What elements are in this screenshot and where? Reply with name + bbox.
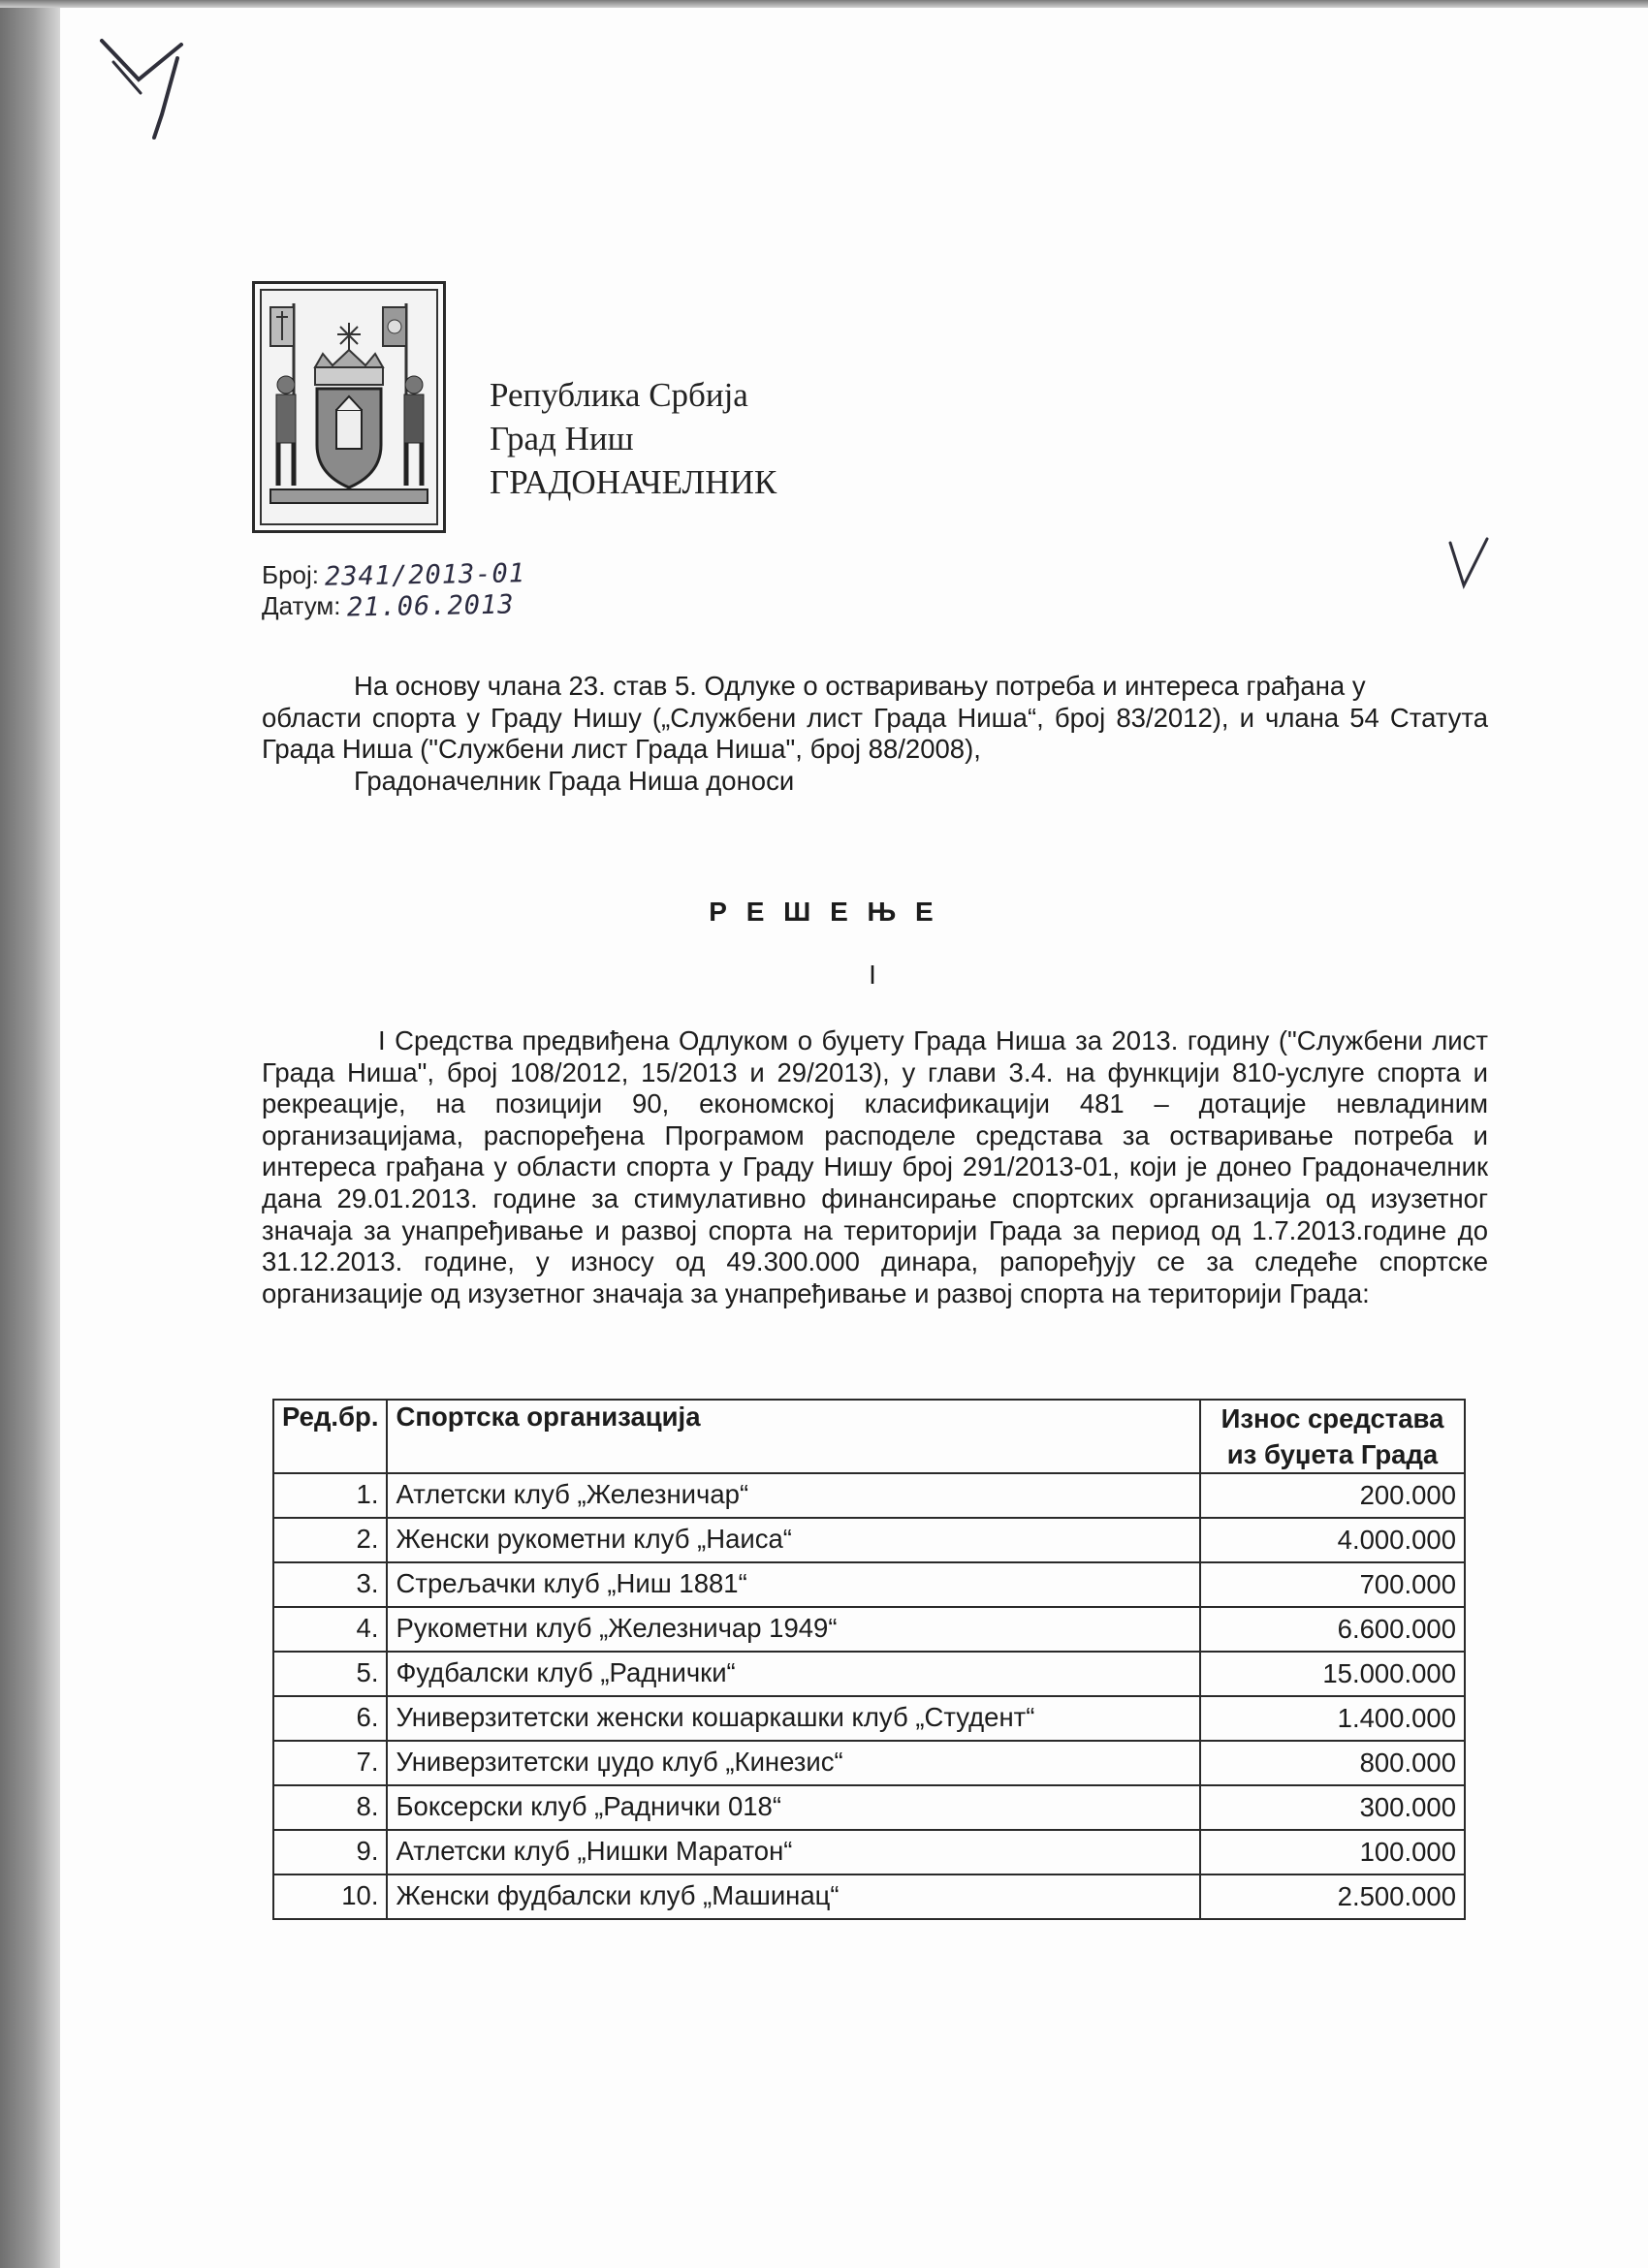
row-amount: 1.400.000 — [1200, 1696, 1465, 1741]
table-header-row — [273, 1400, 1465, 1473]
row-number: 1. — [273, 1473, 387, 1518]
row-organization: Боксерски клуб „Раднички 018“ — [387, 1785, 1200, 1830]
row-number: 3. — [273, 1562, 387, 1607]
city-coat-of-arms-icon — [252, 281, 446, 533]
preamble-rest: области спорта у Граду Нишу („Службени лист Града Ниша“, број 83/2012), и члана 54 Статута Града Ниша ("Службени лист Града Ниша", број 88/2008), — [262, 702, 1488, 765]
row-number: 7. — [273, 1741, 387, 1785]
row-number: 8. — [273, 1785, 387, 1830]
table-row — [273, 1518, 1465, 1562]
table-row — [273, 1473, 1465, 1518]
preamble-line-1: На основу члана 23. став 5. Одлуке о остваривању потреба и интереса грађана у — [354, 671, 1366, 701]
issuer-header — [490, 373, 776, 504]
scan-edge — [0, 0, 60, 2268]
preamble-paragraph — [262, 671, 1488, 766]
decision-text: I Средства предвиђена Одлуком о буџету Града Ниша за 2013. годину ("Службени лист Града Ниша", број 108/2012, 15/2013 и 29/2013), у глави 3.4. на функцији 810-услуге спорта и рекреације, на позицији 90, економској класификацији 481 – дотације невладиним организацијама, распоређена Програмом расподеле средстава за остваривање потреба и интереса грађана у области спорта у Граду Нишу број 291/2013-01, који је донео Градоначелник дана 29.01.2013. године за стимулативно финансирање спортских организација од изузетног значаја за унапређивање и развој спорта на територији Града за период од 1.7.2013.године до 31.12.2013. године, у износу од 49.300.000 динара, рапоређују се за следеће спортске организације од изузетног значаја за унапређивање и развој спорта на територији Града: — [262, 1025, 1488, 1308]
row-number: 6. — [273, 1696, 387, 1741]
handwritten-mark-icon — [92, 29, 199, 145]
office-name: ГРАДОНАЧЕЛНИК — [490, 463, 777, 501]
row-organization: Женски фудбалски клуб „Машинац“ — [387, 1874, 1200, 1919]
row-amount: 700.000 — [1200, 1562, 1465, 1607]
row-number: 2. — [273, 1518, 387, 1562]
row-organization: Универзитетски женски кошаркашки клуб „Студент“ — [387, 1696, 1200, 1741]
row-amount: 800.000 — [1200, 1741, 1465, 1785]
country-name: Република Србија — [490, 376, 748, 414]
row-number: 5. — [273, 1652, 387, 1696]
header-number: Ред.бр. — [273, 1400, 387, 1473]
row-amount: 4.000.000 — [1200, 1518, 1465, 1562]
row-amount: 15.000.000 — [1200, 1652, 1465, 1696]
row-amount: 200.000 — [1200, 1473, 1465, 1518]
allocation-table — [272, 1399, 1466, 1920]
table-row — [273, 1607, 1465, 1652]
table-row — [273, 1562, 1465, 1607]
row-number: 9. — [273, 1830, 387, 1874]
table-row — [273, 1741, 1465, 1785]
table-row — [273, 1785, 1465, 1830]
row-organization: Атлетски клуб „Железничар“ — [387, 1473, 1200, 1518]
decision-paragraph — [262, 1025, 1488, 1309]
header-organization: Спортска организација — [387, 1400, 1200, 1473]
row-organization: Атлетски клуб „Нишки Маратон“ — [387, 1830, 1200, 1874]
row-organization: Женски рукометни клуб „Наиса“ — [387, 1518, 1200, 1562]
number-label: Број: — [262, 560, 319, 589]
city-name: Град Ниш — [490, 420, 634, 457]
check-mark-icon — [1444, 535, 1493, 593]
scan-top-edge — [0, 0, 1648, 8]
row-number: 10. — [273, 1874, 387, 1919]
row-organization: Стрељачки клуб „Ниш 1881“ — [387, 1562, 1200, 1607]
table-row — [273, 1696, 1465, 1741]
reference-date-row — [262, 590, 525, 621]
row-amount: 2.500.000 — [1200, 1874, 1465, 1919]
row-number: 4. — [273, 1607, 387, 1652]
table-row — [273, 1874, 1465, 1919]
row-amount: 100.000 — [1200, 1830, 1465, 1874]
date-value: 21.06.2013 — [346, 589, 515, 623]
row-organization: Фудбалски клуб „Раднички“ — [387, 1652, 1200, 1696]
row-amount: 6.600.000 — [1200, 1607, 1465, 1652]
reference-number-row — [262, 559, 525, 590]
document-title: Р Е Ш Е Њ Е — [709, 897, 939, 927]
row-organization: Рукометни клуб „Железничар 1949“ — [387, 1607, 1200, 1652]
table-row — [273, 1830, 1465, 1874]
enacting-line: Градоначелник Града Ниша доноси — [354, 766, 795, 796]
date-label: Датум: — [262, 591, 341, 620]
section-number: I — [869, 960, 876, 990]
number-value: 2341/2013-01 — [324, 558, 526, 592]
row-organization: Универзитетски џудо клуб „Кинезис“ — [387, 1741, 1200, 1785]
row-amount: 300.000 — [1200, 1785, 1465, 1830]
header-amount: Износ средстава из буџета Града — [1200, 1400, 1465, 1473]
reference-block — [262, 559, 525, 621]
table-row — [273, 1652, 1465, 1696]
